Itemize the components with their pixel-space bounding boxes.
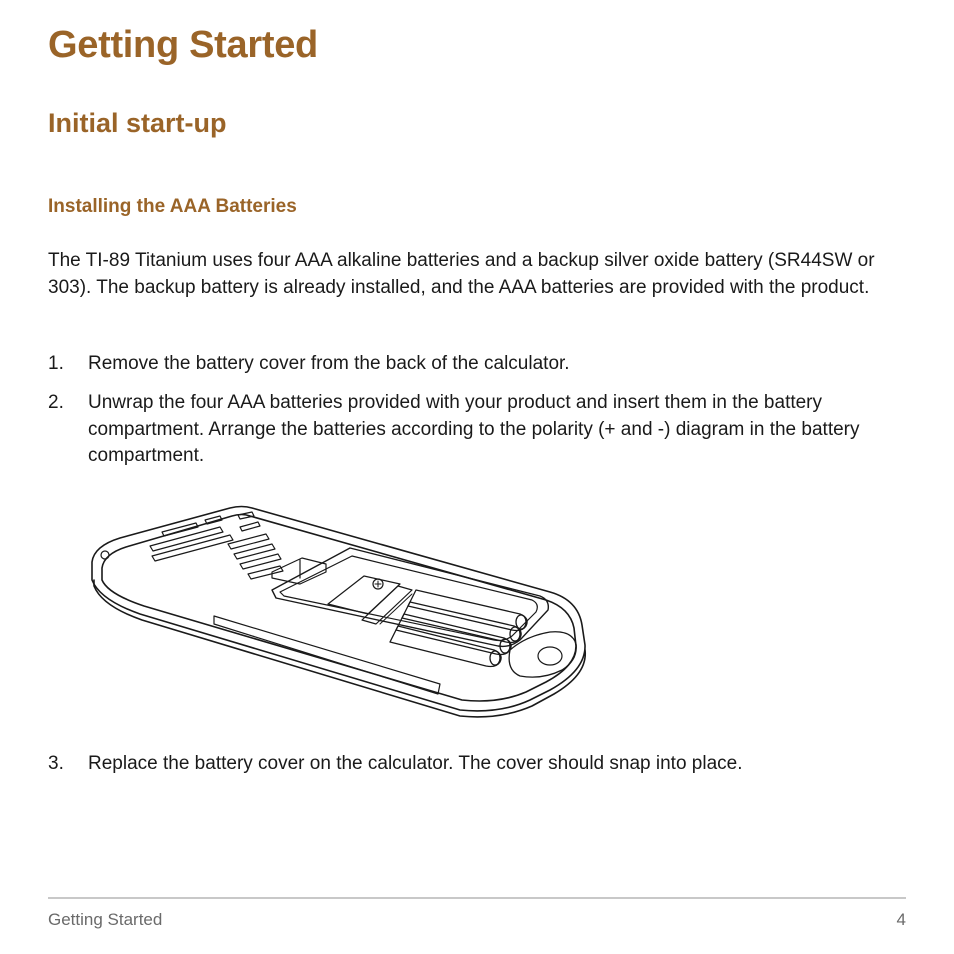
footer-page-number: 4 (896, 910, 906, 929)
section-heading: Initial start-up (48, 108, 227, 138)
step-number: 1. (48, 353, 64, 374)
list-item (48, 351, 898, 378)
footer-section-name: Getting Started (48, 910, 163, 929)
step-number: 3. (48, 753, 64, 774)
step-text: Replace the battery cover on the calculator. The cover should snap into place. (88, 753, 743, 774)
step-text: Remove the battery cover from the back of the calculator. (88, 353, 570, 374)
step-number: 2. (48, 392, 64, 413)
subsection-heading: Installing the AAA Batteries (48, 196, 297, 217)
page-title: Getting Started (48, 24, 318, 66)
calculator-battery-illustration (80, 500, 600, 730)
intro-paragraph: The TI-89 Titanium uses four AAA alkaline batteries and a backup silver oxide battery (SR44SW or 303). The backup battery is already installed, and the AAA batteries are provided with the product. (48, 250, 875, 298)
list-item (48, 390, 898, 470)
step-text: Unwrap the four AAA batteries provided with your product and insert them in the battery compartment. Arrange the batteries according to the polarity (+ and -) diagram in the battery compartment. (88, 392, 860, 466)
footer-divider (48, 897, 906, 899)
list-item (48, 751, 898, 778)
